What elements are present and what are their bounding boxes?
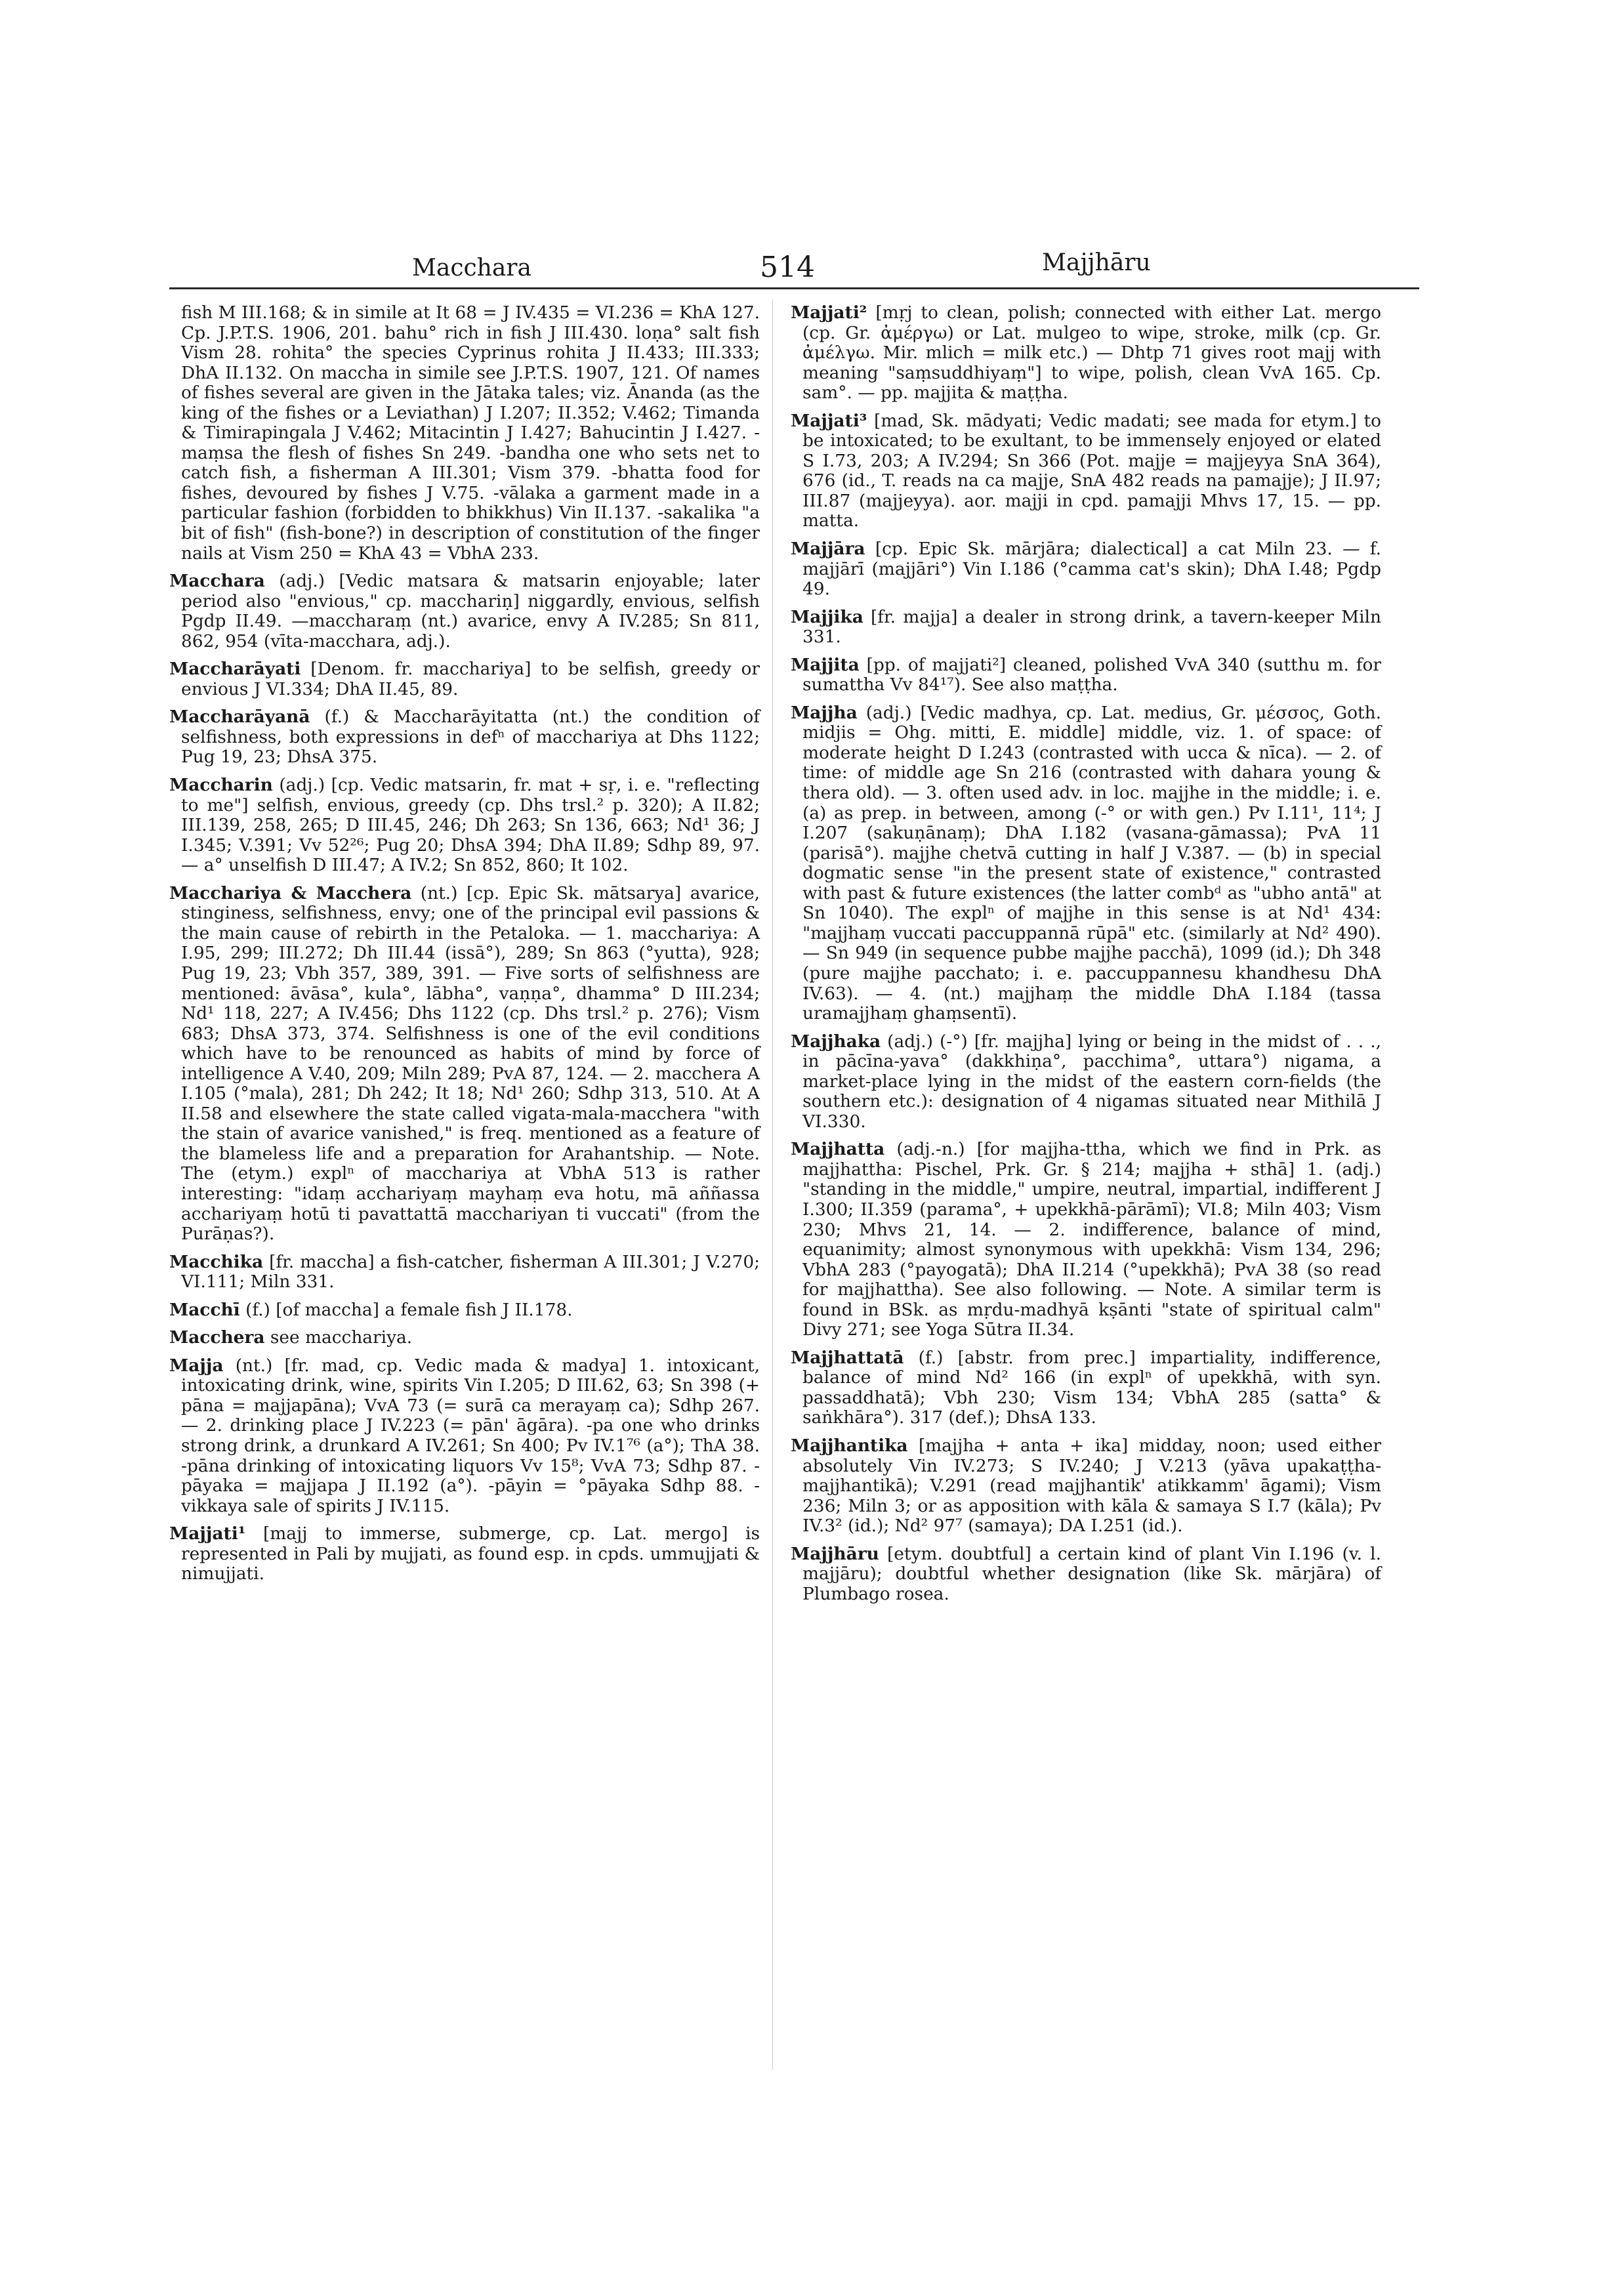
entry-text: (f.) [abstr. from prec.] impartiality, indifference, balance of mind Nd² 166 (in explⁿ of upekkhā, with syn. passaddhatā); Vbh 230; Vism 134; VbhA 285 (satta° & saṅkhāra°). 317 (def.); DhsA 133. — [802, 1347, 1381, 1428]
entry-text: [mṛj to clean, polish; connected with either Lat. mergo (cp. Gr. ἀμέργω) or Lat. mulgeo to wipe, stroke, milk (cp. Gr. ἀμέλγω. Mir. mlich = milk etc.) — Dhtp 71 gives root majj with meaning "saṃsuddhiyaṃ"] to wipe, polish, clean VvA 165. Cp. sam°. — pp. majjita & maṭṭha. — [802, 302, 1381, 403]
entry-text: [majjha + anta + ika] midday, noon; used either absolutely Vin IV.273; S IV.240; J V.213 (yāva upakaṭṭha-majjhantikā); V.291 (read majjhantik' atikkamm' āgami); Vism 236; Miln 3; or as apposition with kāla & samaya S I.7 (kāla); Pv IV.3² (id.); Nd² 97⁷ (samaya); DA I.251 (id.). — [802, 1435, 1381, 1537]
dictionary-entry — [169, 707, 760, 768]
entry-text: [fr. majja] a dealer in strong drink, a tavern-keeper Miln 331. — [802, 606, 1381, 648]
dictionary-entry — [791, 1544, 1381, 1605]
entry-text: (nt.) [fr. mad, cp. Vedic mada & madya] 1. intoxicant, intoxicating drink, wine, spirits Vin I.205; D III.62, 63; Sn 398 (+ pāna = majjapāna); VvA 73 (= surā ca merayaṃ ca); Sdhp 267. — 2. drinking place J IV.223 (= pān' āgāra). -pa one who drinks strong drink, a drunkard A IV.261; Sn 400; Pv IV.1⁷⁶ (a°); ThA 38. -pāna drinking of intoxicating liquors Vv 15⁸; VvA 73; Sdhp 87. -pāyaka = majjapa J II.192 (a°). -pāyin = °pāyaka Sdhp 88. -vikkaya sale of spirits J IV.115. — [181, 1355, 760, 1516]
dictionary-entry — [169, 1252, 760, 1292]
entry-text: [fr. maccha] a fish-catcher, fisherman A III.301; J V.270; VI.111; Miln 331. — [181, 1251, 760, 1292]
entry-headword: Majjhattatā — [791, 1347, 904, 1368]
entry-headword: Majjhatta — [791, 1139, 885, 1160]
entry-text: fish M III.168; & in simile at It 68 = J IV.435 = VI.236 = KhA 127. Cp. J.P.T.S. 1906, 201. bahu° rich in fish J III.430. loṇa° salt fish Vism 28. rohita° the species Cyprinus rohita J II.433; III.333; DhA II.132. On maccha in simile see J.P.T.S. 1907, 121. Of names of fishes several are given in the Jātaka tales; viz. Ānanda (as the king of the fishes or a Leviathan) J I.207; II.352; V.462; Timanda & Timirapingala J V.462; Mitacintin J I.427; Bahucintin J I.427. -maṃsa the flesh of fishes Sn 249. -bandha one who sets net to catch fish, a fisherman A III.301; Vism 379. -bhatta food for fishes, devoured by fishes J V.75. -vālaka a garment made in a particular fashion (forbidden to bhikkhus) Vin II.137. -sakalika "a bit of fish" (fish-bone?) in description of constitution of the finger nails at Vism 250 = KhA 43 = VbhA 233. — [181, 302, 760, 564]
dictionary-entry — [791, 1140, 1381, 1340]
dictionary-entry — [169, 303, 760, 564]
entry-text: [cp. Epic Sk. mārjāra; dialectical] a cat Miln 23. — f. majjārī (majjāri°) Vin I.186 (°camma cat's skin); DhA I.48; Pgdp 49. — [802, 539, 1381, 600]
dictionary-entry — [791, 1348, 1381, 1428]
entry-headword: Majjha — [791, 702, 858, 723]
entry-text: (adj.) [Vedic madhya, cp. Lat. medius, Gr. μέσσος, Goth. midjis = Ohg. mitti, E. middle] middle, viz. 1. of space: of moderate height D I.243 (contrasted with ucca & nīca). — 2. of time: of middle age Sn 216 (contrasted with dahara young & thera old). — 3. often used adv. in loc. majjhe in the middle; i. e. (a) as prep. in between, among (-° or with gen.) Pv I.11¹, 11⁴; J I.207 (sakuṇānaṃ); DhA I.182 (vasana-gāmassa); PvA 11 (parisā°). majjhe chetvā cutting in half J V.387. — (b) in special dogmatic sense "in the present state of existence," contrasted with past & future existences (the latter combᵈ as "ubho antā" at Sn 1040). The explⁿ of majjhe in this sense is at Nd¹ 434: "majjhaṃ vuccati paccuppannā rūpā" etc. (similarly at Nd² 490). — Sn 949 (in sequence pubbe majjhe pacchā), 1099 (id.); Dh 348 (pure majjhe pacchato; i. e. paccuppannesu khandhesu DhA IV.63). — 4. (nt.) majjhaṃ the middle DhA I.184 (tassa uramajjhaṃ ghaṃsentī). — [802, 702, 1382, 1024]
column-divider — [772, 299, 773, 2070]
entry-text: (adj.) [Vedic matsara & matsarin enjoyable; later period also "envious," cp. macchariṇ] niggardly, envious, selfish Pgdp II.49. —maccharaṃ (nt.) avarice, envy A IV.285; Sn 811, 862, 954 (vīta-macchara, adj.). — [181, 571, 760, 651]
dictionary-entry — [169, 1524, 760, 1584]
left-column — [169, 303, 760, 1592]
dictionary-entry — [791, 539, 1381, 600]
entry-text: [etym. doubtful] a certain kind of plant Vin I.196 (v. l. majjāru); doubtful whether designation (like Sk. mārjāra) of Plumbago rosea. — [802, 1543, 1381, 1604]
dictionary-entry — [169, 571, 760, 651]
dictionary-entry — [169, 659, 760, 699]
entry-text: (f.) & Maccharāyitatta (nt.) the condition of selfishness, both expressions in defⁿ of macchariya at Dhs 1122; Pug 19, 23; DhsA 375. — [181, 707, 760, 768]
entry-text: (adj.-n.) [for majjha-ttha, which we find in Prk. as majjhattha: Pischel, Prk. Gr. § 214; majjha + sthā] 1. (adj.) "standing in the middle," umpire, neutral, impartial, indifferent J I.300; II.359 (parama°, + upekkhā-pārāmī); VI.8; Miln 403; Vism 230; Mhvs 21, 14. — 2. indifference, balance of mind, equanimity; almost synonymous with upekkhā: Vism 134, 296; VbhA 283 (°payogatā); DhA II.214 (°upekkhā); PvA 38 (so read for majjhattha). See also following. — Note. A similar term is found in BSk. as mṛdu-madhyā kṣānti "state of spiritual calm" Divy 271; see Yoga Sūtra II.34. — [802, 1139, 1382, 1340]
running-head-left: Macchara — [412, 255, 531, 281]
running-head-right: Majjhāru — [1042, 249, 1151, 276]
entry-headword: Majjita — [791, 654, 860, 675]
entry-headword: Maccharāyanā — [169, 707, 310, 728]
entry-text: [majj to immerse, submerge, cp. Lat. mergo] is represented in Pali by mujjati, as found esp. in cpds. ummujjati & nimujjati. — [181, 1523, 760, 1584]
entry-headword: Majjhaka — [791, 1031, 881, 1052]
dictionary-entry — [169, 1356, 760, 1516]
entry-text: [Denom. fr. macchariya] to be selfish, greedy or envious J VI.334; DhA II.45, 89. — [181, 659, 760, 699]
page-number: 514 — [760, 251, 815, 284]
page-header — [169, 249, 1419, 289]
entry-text: (nt.) [cp. Epic Sk. mātsarya] avarice, stinginess, selfishness, envy; one of the principal evil passions & the main cause of rebirth in the Petaloka. — 1. macchariya: A I.95, 299; III.272; Dh III.44 (issā°), 289; Sn 863 (°yutta), 928; Pug 19, 23; Vbh 357, 389, 391. — Five sorts of selfishness are mentioned: āvāsa°, kula°, lābha°, vaṇṇa°, dhamma° D III.234; Nd¹ 118, 227; A IV.456; Dhs 1122 (cp. Dhs trsl.² p. 276); Vism 683; DhsA 373, 374. Selfishness is one of the evil conditions which have to be renounced as habits of mind by force of intelligence A V.40, 209; Miln 289; PvA 87, 124. — 2. macchera A I.105 (°mala), 281; Dh 242; It 18; Nd¹ 260; Sdhp 313, 510. At A II.58 and elsewhere the state called vigata-mala-macchera "with the stain of avarice vanished," is freq. mentioned as a feature of the blameless life and a preparation for Arahantship. — Note. The (etym.) explⁿ of macchariya at VbhA 513 is rather interesting: "idaṃ acchariyaṃ mayhaṃ eva hotu, mā aññassa acchariyaṃ hotū ti pavattattā macchariyan ti vuccati" (from the Purāṇas?). — [181, 882, 760, 1245]
entry-headword: Majjati³ — [791, 410, 867, 431]
entry-headword: Majjika — [791, 606, 864, 627]
entry-headword: Majjhantika — [791, 1435, 908, 1456]
entry-text: [pp. of majjati²] cleaned, polished VvA 340 (sutthu m. for sumattha Vv 84¹⁷). See also maṭṭha. — [802, 654, 1382, 695]
entry-headword: Macchera — [169, 1327, 265, 1348]
dictionary-entry — [791, 608, 1381, 648]
dictionary-entry — [791, 303, 1381, 403]
entry-headword: Macchariya & Macchera — [169, 882, 412, 903]
entry-headword: Maccharāyati — [169, 659, 301, 680]
entry-headword: Macchī — [169, 1299, 240, 1320]
entry-text: (adj.) (-°) [fr. majjha] lying or being in the midst of . . ., in pācīna-yava° (dakkhiṇa°, pacchima°, uttara°) nigama, a market-place lying in the midst of the eastern corn-fields (the southern etc.): designation of 4 nigamas situated near Mithilā J VI.330. — [802, 1031, 1382, 1132]
right-column — [791, 303, 1381, 1612]
dictionary-entry — [169, 775, 760, 876]
entry-headword: Majjāra — [791, 539, 865, 560]
dictionary-entry — [791, 655, 1381, 695]
dictionary-entry — [169, 1328, 760, 1348]
entry-headword: Majja — [169, 1355, 224, 1376]
entry-text: (adj.) [cp. Vedic matsarin, fr. mat + sṛ, i. e. "reflecting to me"] selfish, envious, greedy (cp. Dhs trsl.² p. 320); A II.82; III.139, 258, 265; D III.45, 246; Dh 263; Sn 136, 663; Nd¹ 36; J I.345; V.391; Vv 52²⁶; Pug 20; DhsA 394; DhA II.89; Sdhp 89, 97. — a° unselfish D III.47; A IV.2; Sn 852, 860; It 102. — [181, 775, 760, 876]
entry-headword: Macchika — [169, 1251, 264, 1272]
entry-headword: Maccharin — [169, 775, 273, 796]
dictionary-entry — [791, 703, 1381, 1024]
entry-headword: Macchara — [169, 571, 265, 592]
entry-headword: Majjati¹ — [169, 1523, 246, 1544]
entry-headword: Majjati² — [791, 302, 867, 323]
dictionary-entry — [791, 1032, 1381, 1132]
dictionary-entry — [791, 1436, 1381, 1537]
entry-text: see macchariya. — [270, 1327, 413, 1348]
entry-text: (f.) [of maccha] a female fish J II.178. — [245, 1299, 573, 1320]
dictionary-entry — [169, 884, 760, 1245]
entry-text: [mad, Sk. mādyati; Vedic madati; see mada for etym.] to be intoxicated; to be exultant, to be immensely enjoyed or elated S I.73, 203; A IV.294; Sn 366 (Pot. majje = majjeyya SnA 364), 676 (id., T. reads na ca majje, SnA 482 reads na pamajje); J II.97; III.87 (majjeyya). aor. majji in cpd. pamajji Mhvs 17, 15. — pp. matta. — [802, 410, 1382, 531]
entry-headword: Majjhāru — [791, 1543, 879, 1564]
dictionary-entry — [169, 1300, 760, 1321]
dictionary-entry — [791, 411, 1381, 531]
